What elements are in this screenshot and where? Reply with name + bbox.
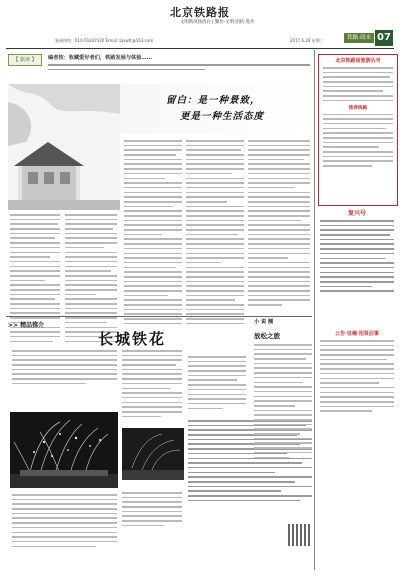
masthead-date: 2017.6.28 星期三 — [290, 38, 324, 43]
recommend-bottom-lines — [122, 492, 182, 530]
great-wall-photo — [122, 428, 184, 480]
recommend-lower-column — [12, 494, 117, 550]
center-body-column-2 — [186, 140, 244, 328]
center-body-column-3 — [248, 140, 310, 309]
masthead-subtitle: 文明新风扬清白 | 勤俭·文明·团结·进步 — [180, 20, 255, 25]
editorial-lead — [48, 54, 310, 73]
right-bottom-header: 公告·征稿·招贤启事 — [335, 331, 379, 337]
small-column — [254, 318, 312, 570]
iron-flower-photo — [10, 412, 118, 488]
page-number: 07 — [375, 30, 393, 46]
recommend-body-column-1 — [122, 350, 182, 420]
right-mid-box — [318, 208, 396, 340]
recommend-intro — [12, 350, 117, 388]
left-body-column-2 — [65, 214, 117, 345]
center-body-column-1 — [124, 140, 182, 328]
featured-title-line1: 留白：是一种景致， — [166, 95, 261, 106]
recommend-body-column-2 — [188, 356, 246, 412]
recommend-header: >> 精品推介 — [8, 322, 45, 329]
featured-photo — [8, 84, 120, 210]
small-column-title: 放松之旅 — [254, 332, 280, 340]
recommend-title: 长城铁花 — [98, 330, 167, 348]
right-bottom-box — [318, 330, 396, 570]
masthead-title: 北京铁路报 — [170, 6, 230, 19]
editorial-lead-text: 编者按：收藏爱好者们，铁路发展与体验…… — [48, 55, 152, 61]
section-divider — [6, 316, 312, 317]
featured-title-band — [120, 84, 312, 134]
editorial-tag: 【 旅读 】 — [8, 54, 42, 66]
masthead-info-left: 新闻热线：010-51847420 Email: bjxwfr@163.com — [55, 38, 154, 43]
masthead — [0, 0, 400, 50]
right-top-box — [318, 54, 398, 206]
right-top-subheader: 推荐线路 — [348, 105, 368, 111]
right-mid-title: 复兴号 — [347, 210, 366, 217]
section-tag: 铁路·周末 — [344, 33, 374, 43]
right-top-title: 北京铁路局旅游丛刊 — [335, 58, 381, 64]
small-column-header: 小 说 圈 — [254, 319, 274, 325]
right-column-divider — [314, 50, 315, 570]
masthead-rule — [6, 48, 394, 49]
featured-title-line2: 更是一种生活态度 — [180, 111, 265, 122]
